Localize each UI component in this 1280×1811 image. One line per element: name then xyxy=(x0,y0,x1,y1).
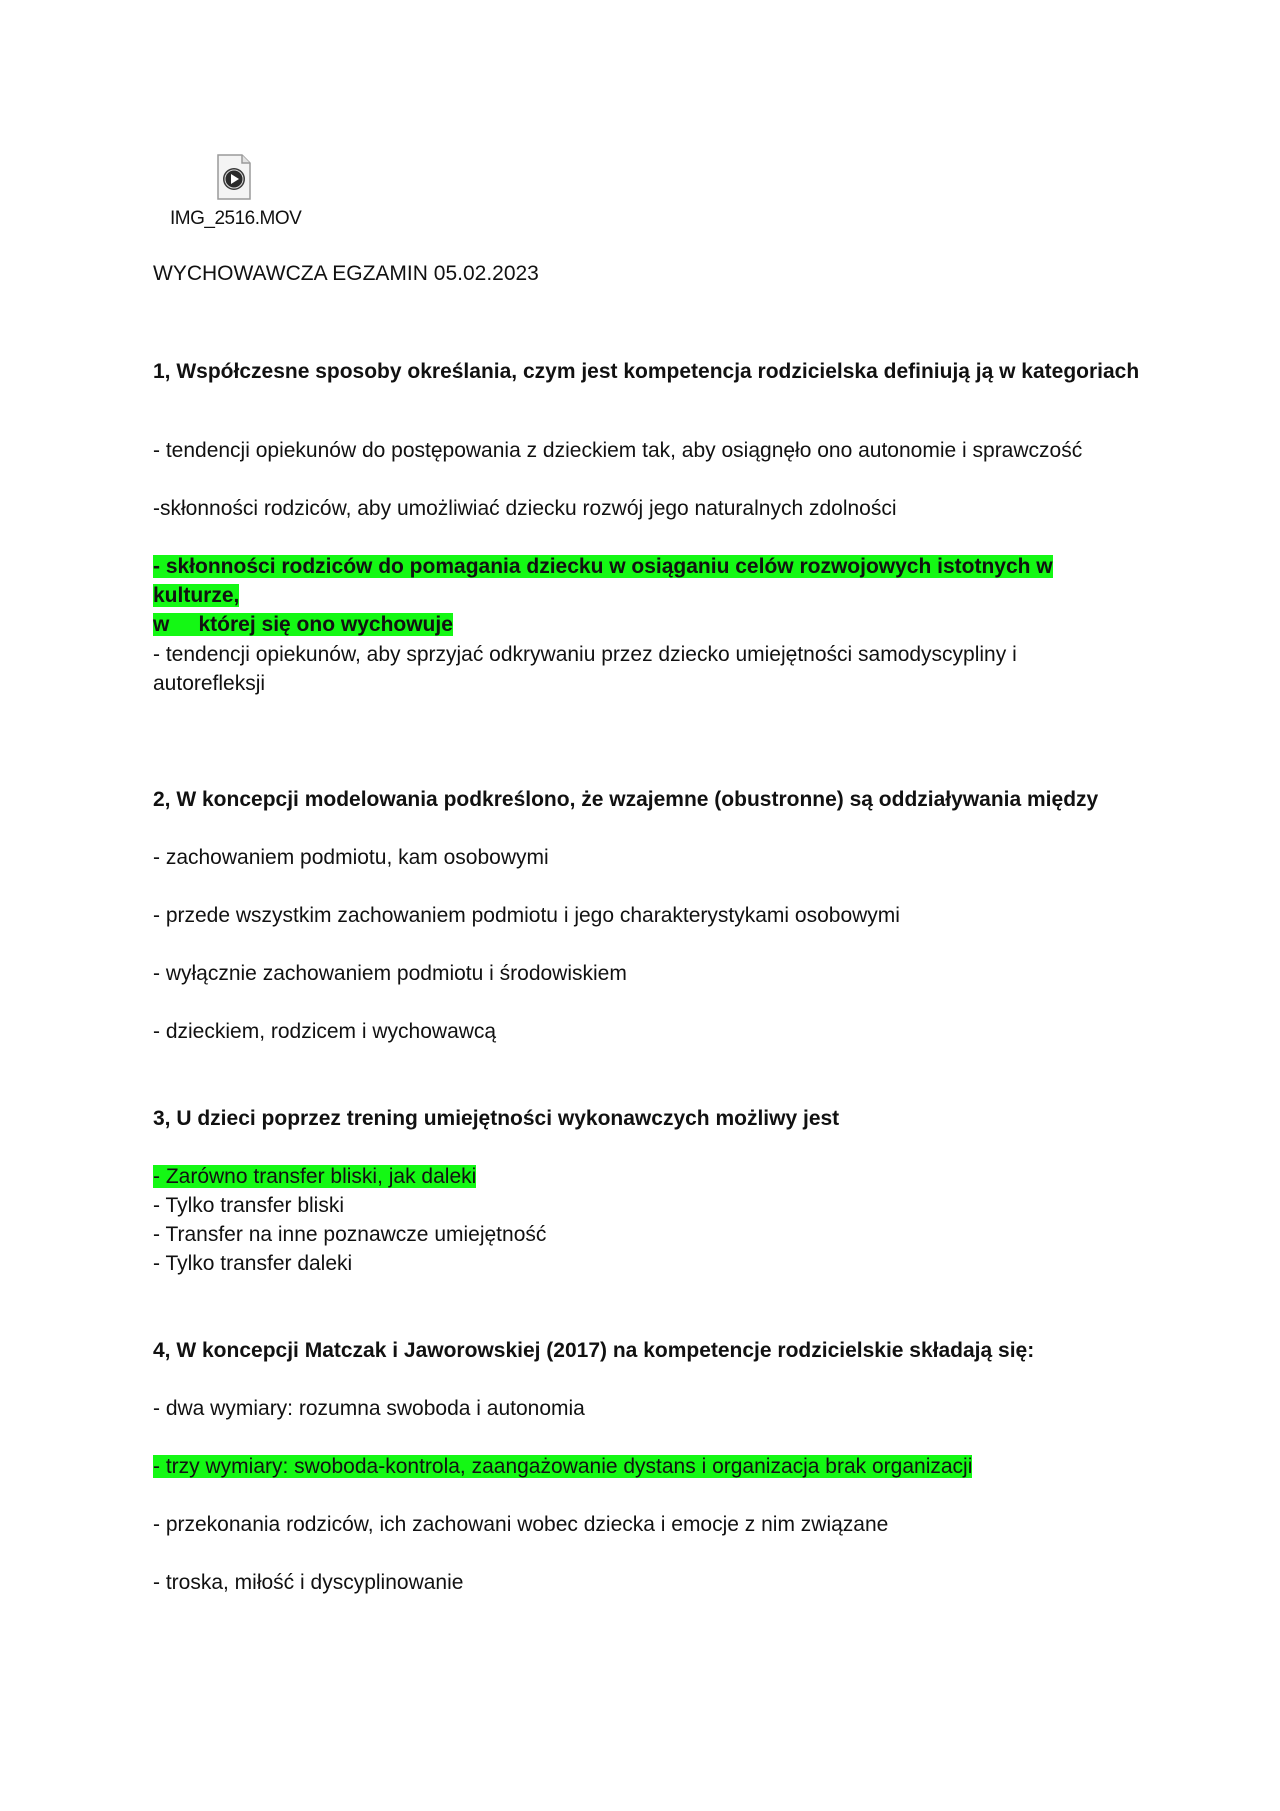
question-4 xyxy=(153,1336,1143,1365)
answer-option-text: - przekonania rodziców, ich zachowani wobec dziecka i emocje z nim związane xyxy=(153,1513,889,1536)
question-text: 3, U dzieci poprzez trening umiejętności wykonawczych możliwy jest xyxy=(153,1107,840,1130)
answer-option xyxy=(153,1568,1143,1597)
answer-option-text: - zachowaniem podmiotu, kam osobowymi xyxy=(153,846,549,869)
question-1 xyxy=(153,357,1143,386)
answer-option xyxy=(153,494,1143,523)
answer-option-text: - troska, miłość i dyscyplinowanie xyxy=(153,1571,464,1594)
question-text: 4, W koncepcji Matczak i Jaworowskiej (2017) na kompetencje rodzicielskie składają się: xyxy=(153,1339,1035,1362)
answer-option-text: - tendencji opiekunów, aby sprzyjać odkrywaniu przez dziecko umiejętności samodyscypliny i xyxy=(153,643,1017,666)
answer-option-correct xyxy=(153,1162,1143,1191)
answer-option-text: - dwa wymiary: rozumna swoboda i autonomia xyxy=(153,1397,585,1420)
answer-option xyxy=(153,1394,1143,1423)
answer-option-text: - Tylko transfer daleki xyxy=(153,1252,353,1275)
question-text: 1, Współczesne sposoby określania, czym jest kompetencja rodzicielska definiują ją w kategoriach xyxy=(153,360,1140,383)
answer-option-text: - Tylko transfer bliski xyxy=(153,1194,344,1217)
highlighted-answer-line: - Zarówno transfer bliski, jak daleki xyxy=(153,1165,477,1188)
highlighted-answer-line: - skłonności rodziców do pomagania dziecku w osiąganiu celów rozwojowych istotnych w kulturze, xyxy=(153,555,1053,607)
answer-option xyxy=(153,901,1143,930)
answer-option xyxy=(153,436,1143,465)
attachment-file-name[interactable]: IMG_2516.MOV xyxy=(170,208,302,229)
answer-option xyxy=(153,1017,1143,1046)
answer-option-correct xyxy=(153,1452,1143,1481)
answer-option-text: - tendencji opiekunów do postępowania z dzieckiem tak, aby osiągnęło ono autonomie i sprawczość xyxy=(153,439,1083,462)
answer-option xyxy=(153,1191,1143,1220)
question-3 xyxy=(153,1104,1143,1133)
question-2 xyxy=(153,785,1143,814)
question-text: 2, W koncepcji modelowania podkreślono, że wzajemne (obustronne) są oddziaływania między xyxy=(153,788,1099,811)
answer-option xyxy=(153,1510,1143,1539)
document-title: WYCHOWAWCZA EGZAMIN 05.02.2023 xyxy=(153,262,539,285)
highlighted-answer-line: w której się ono wychowuje xyxy=(153,613,453,636)
answer-option-text: - wyłącznie zachowaniem podmiotu i środowiskiem xyxy=(153,962,627,985)
answer-option xyxy=(153,959,1143,988)
answer-option-text: -skłonności rodziców, aby umożliwiać dziecku rozwój jego naturalnych zdolności xyxy=(153,497,897,520)
answer-option-text: - dzieckiem, rodzicem i wychowawcą xyxy=(153,1020,497,1043)
answer-option-correct xyxy=(153,552,1143,639)
answer-option-text: - Transfer na inne poznawcze umiejętność xyxy=(153,1223,547,1246)
answer-option xyxy=(153,1249,1143,1278)
answer-option xyxy=(153,843,1143,872)
video-file-icon[interactable] xyxy=(216,154,252,200)
answer-option-text: - przede wszystkim zachowaniem podmiotu i jego charakterystykami osobowymi xyxy=(153,904,900,927)
answer-option xyxy=(153,640,1143,698)
highlighted-answer-line: - trzy wymiary: swoboda-kontrola, zaangażowanie dystans i organizacja brak organizacji xyxy=(153,1455,973,1478)
answer-option-text: autorefleksji xyxy=(153,672,266,695)
answer-option xyxy=(153,1220,1143,1249)
